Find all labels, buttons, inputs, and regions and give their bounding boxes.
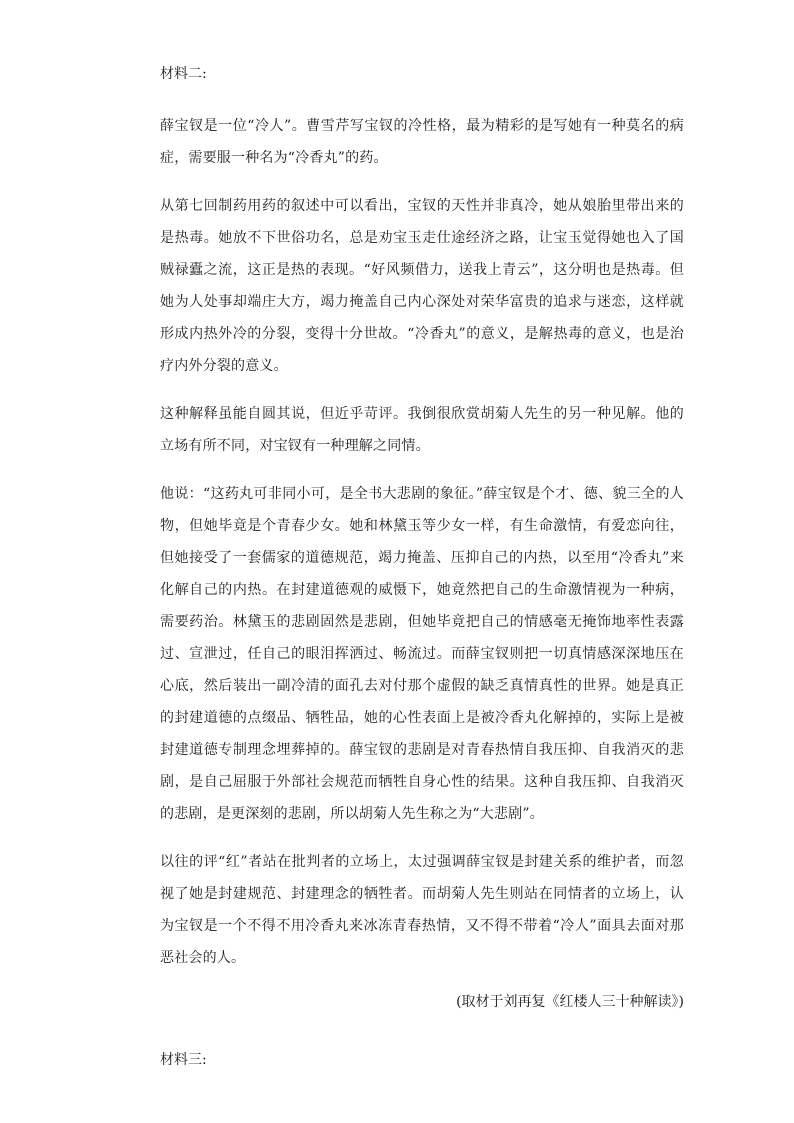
paragraph-1: 薛宝钗是一位“冷人”。曹雪芹写宝钗的冷性格，最为精彩的是写她有一种莫名的病症，需要服一种名为“冷香丸”的药。 xyxy=(160,118,684,166)
source-citation: (取材于刘再复《红楼人三十种解读》) xyxy=(456,994,684,1010)
material-2-heading: 材料二: xyxy=(160,66,207,82)
material-3-heading: 材料三: xyxy=(160,1052,207,1068)
paragraph-4: 他说：“这药丸可非同小可，是全书大悲剧的象征。”薛宝钗是个才、德、貌三全的人物，但她毕竟是个青春少女。她和林黛玉等少女一样，有生命激情，有爱恋向往，但她接受了一套儒家的道德规范，竭力掩盖、压抑自己的内热，以至用“冷香丸”来化解自己的内热。在封建道德观的威慑下，她竟然把自己的生命激情视为一种病，需要药治。林黛玉的悲剧固然是悲剧，但她毕竟把自己的情感毫无掩饰地率性表露过、宣泄过，任自己的眼泪挥洒过、畅流过。而薛宝钗则把一切真情感深深地压在心底，然后装出一副冷清的面孔去对付那个虚假的缺乏真情真性的世界。她是真正的封建道德的点缀品、牺牲品，她的心性表面上是被冷香丸化解掉的，实际上是被封建道德专制理念埋葬掉的。薛宝钗的悲剧是对青春热情自我压抑、自我消灭的悲剧，是自己屈服于外部社会规范而牺牲自身心性的结果。这种自我压抑、自我消灭的悲剧，是更深刻的悲剧，所以胡菊人先生称之为“大悲剧”。 xyxy=(160,486,684,822)
paragraph-5: 以往的评“红”者站在批判者的立场上，太过强调薛宝钗是封建关系的维护者，而忽视了她是封建规范、封建理念的牺牲者。而胡菊人先生则站在同情者的立场上，认为宝钗是一个不得不用冷香丸来冰冻青春热情，又不得不带着“冷人”面具去面对那恶社会的人。 xyxy=(160,854,684,966)
paragraph-2: 从第七回制药用药的叙述中可以看出，宝钗的天性并非真冷，她从娘胎里带出来的是热毒。她放不下世俗功名，总是劝宝玉走仕途经济之路，让宝玉觉得她也入了国贼禄蠹之流，这正是热的表现。“好风频借力，送我上青云”，这分明也是热毒。但她为人处事却端庄大方，竭力掩盖自己内心深处对荣华富贵的追求与迷恋，这样就形成内热外冷的分裂，变得十分世故。“冷香丸”的意义，是解热毒的意义，也是治疗内外分裂的意义。 xyxy=(160,198,684,374)
document-content xyxy=(160,60,684,1074)
paragraph-3: 这种解释虽能自圆其说，但近乎苛评。我倒很欣赏胡菊人先生的另一种见解。他的立场有所不同，对宝钗有一种理解之同情。 xyxy=(160,406,684,454)
